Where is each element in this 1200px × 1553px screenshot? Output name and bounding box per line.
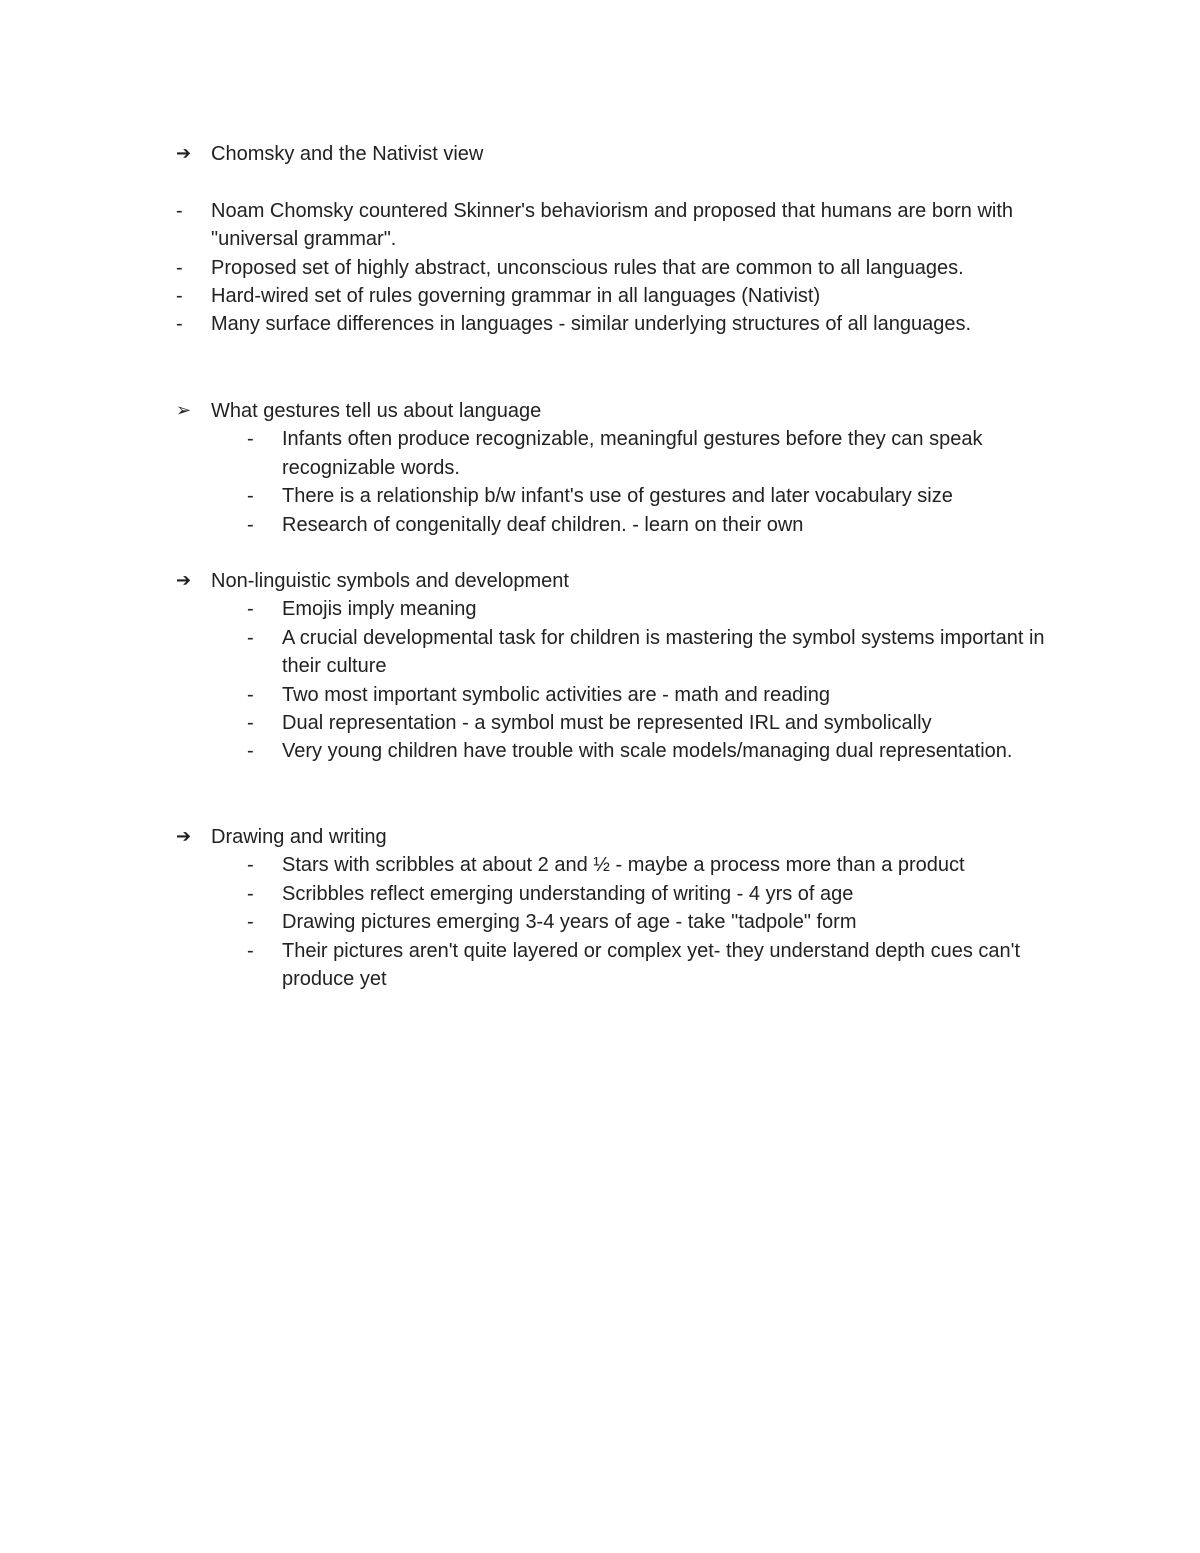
list-item-text: A crucial developmental task for children is mastering the symbol systems important in their culture [282, 626, 1045, 678]
list-item-text: Proposed set of highly abstract, unconscious rules that are common to all languages. [211, 256, 964, 279]
arrow-bullet-icon: ➔ [176, 570, 192, 591]
list-item-text: Infants often produce recognizable, meaningful gestures before they can speak recognizable words. [282, 428, 983, 479]
list-item-text: Many surface differences in languages - similar underlying structures of all languages. [211, 313, 972, 336]
list-item [0, 624, 1200, 681]
dash-bullet: - [176, 199, 183, 222]
section-heading [0, 397, 1200, 425]
list-item-text: There is a relationship b/w infant's use of gestures and later vocabulary size [282, 485, 953, 508]
arrow-bullet-icon: ➔ [176, 143, 192, 164]
dash-bullet: - [247, 712, 254, 735]
section-heading-text: Non-linguistic symbols and development [211, 570, 569, 592]
dash-bullet: - [247, 740, 254, 763]
section-symbols [0, 567, 1200, 766]
list-item-text: Two most important symbolic activities are - math and reading [282, 683, 830, 706]
list-item [0, 709, 1200, 737]
dash-bullet: - [247, 626, 254, 649]
list-item [0, 511, 1200, 539]
section-heading [0, 823, 1200, 851]
dash-bullet: - [247, 683, 254, 706]
dash-bullet: - [247, 854, 254, 877]
dash-bullet: - [247, 598, 254, 621]
list-item [0, 681, 1200, 709]
dash-bullet: - [247, 939, 254, 962]
list-item [0, 937, 1200, 994]
dash-bullet: - [247, 911, 254, 934]
list-item-text: Noam Chomsky countered Skinner's behaviorism and proposed that humans are born with "universal grammar". [211, 199, 1014, 251]
list-item-text: Drawing pictures emerging 3-4 years of age - take "tadpole" form [282, 911, 857, 934]
dash-bullet: - [176, 285, 183, 307]
list-item [0, 197, 1200, 254]
section-heading-text: Chomsky and the Nativist view [211, 143, 484, 165]
list-item [0, 737, 1200, 765]
list-item-text: Hard-wired set of rules governing grammar in all languages (Nativist) [211, 285, 821, 307]
dash-bullet: - [247, 485, 254, 508]
section-gestures [0, 397, 1200, 539]
list-item [0, 595, 1200, 623]
list-item [0, 254, 1200, 282]
dash-bullet: - [176, 256, 183, 279]
list-item-text: Emojis imply meaning [282, 598, 477, 621]
list-item [0, 880, 1200, 908]
list-item-text: Their pictures aren't quite layered or complex yet- they understand depth cues can't produce yet [282, 939, 1021, 991]
section-heading-text: Drawing and writing [211, 826, 387, 848]
section-chomsky [0, 140, 1200, 339]
list-item [0, 282, 1200, 310]
section-heading [0, 567, 1200, 595]
dash-bullet: - [247, 513, 254, 536]
dash-bullet: - [247, 882, 254, 905]
arrow-bullet-icon: ➔ [176, 826, 192, 847]
section-heading-text: What gestures tell us about language [211, 400, 542, 422]
section-heading [0, 140, 1200, 168]
dash-bullet: - [247, 428, 254, 451]
list-item-text: Stars with scribbles at about 2 and ½ - maybe a process more than a product [282, 854, 965, 877]
list-item [0, 482, 1200, 510]
list-item [0, 908, 1200, 936]
list-item [0, 851, 1200, 879]
section-drawing [0, 823, 1200, 993]
arrowhead-bullet-icon: ➢ [176, 400, 192, 421]
list-item-text: Very young children have trouble with scale models/managing dual representation. [282, 740, 1013, 763]
list-item-text: Dual representation - a symbol must be represented IRL and symbolically [282, 712, 932, 735]
list-item [0, 425, 1200, 482]
dash-bullet: - [176, 313, 183, 336]
list-item-text: Scribbles reflect emerging understanding of writing - 4 yrs of age [282, 882, 854, 905]
list-item-text: Research of congenitally deaf children. - learn on their own [282, 513, 804, 536]
list-item [0, 310, 1200, 338]
